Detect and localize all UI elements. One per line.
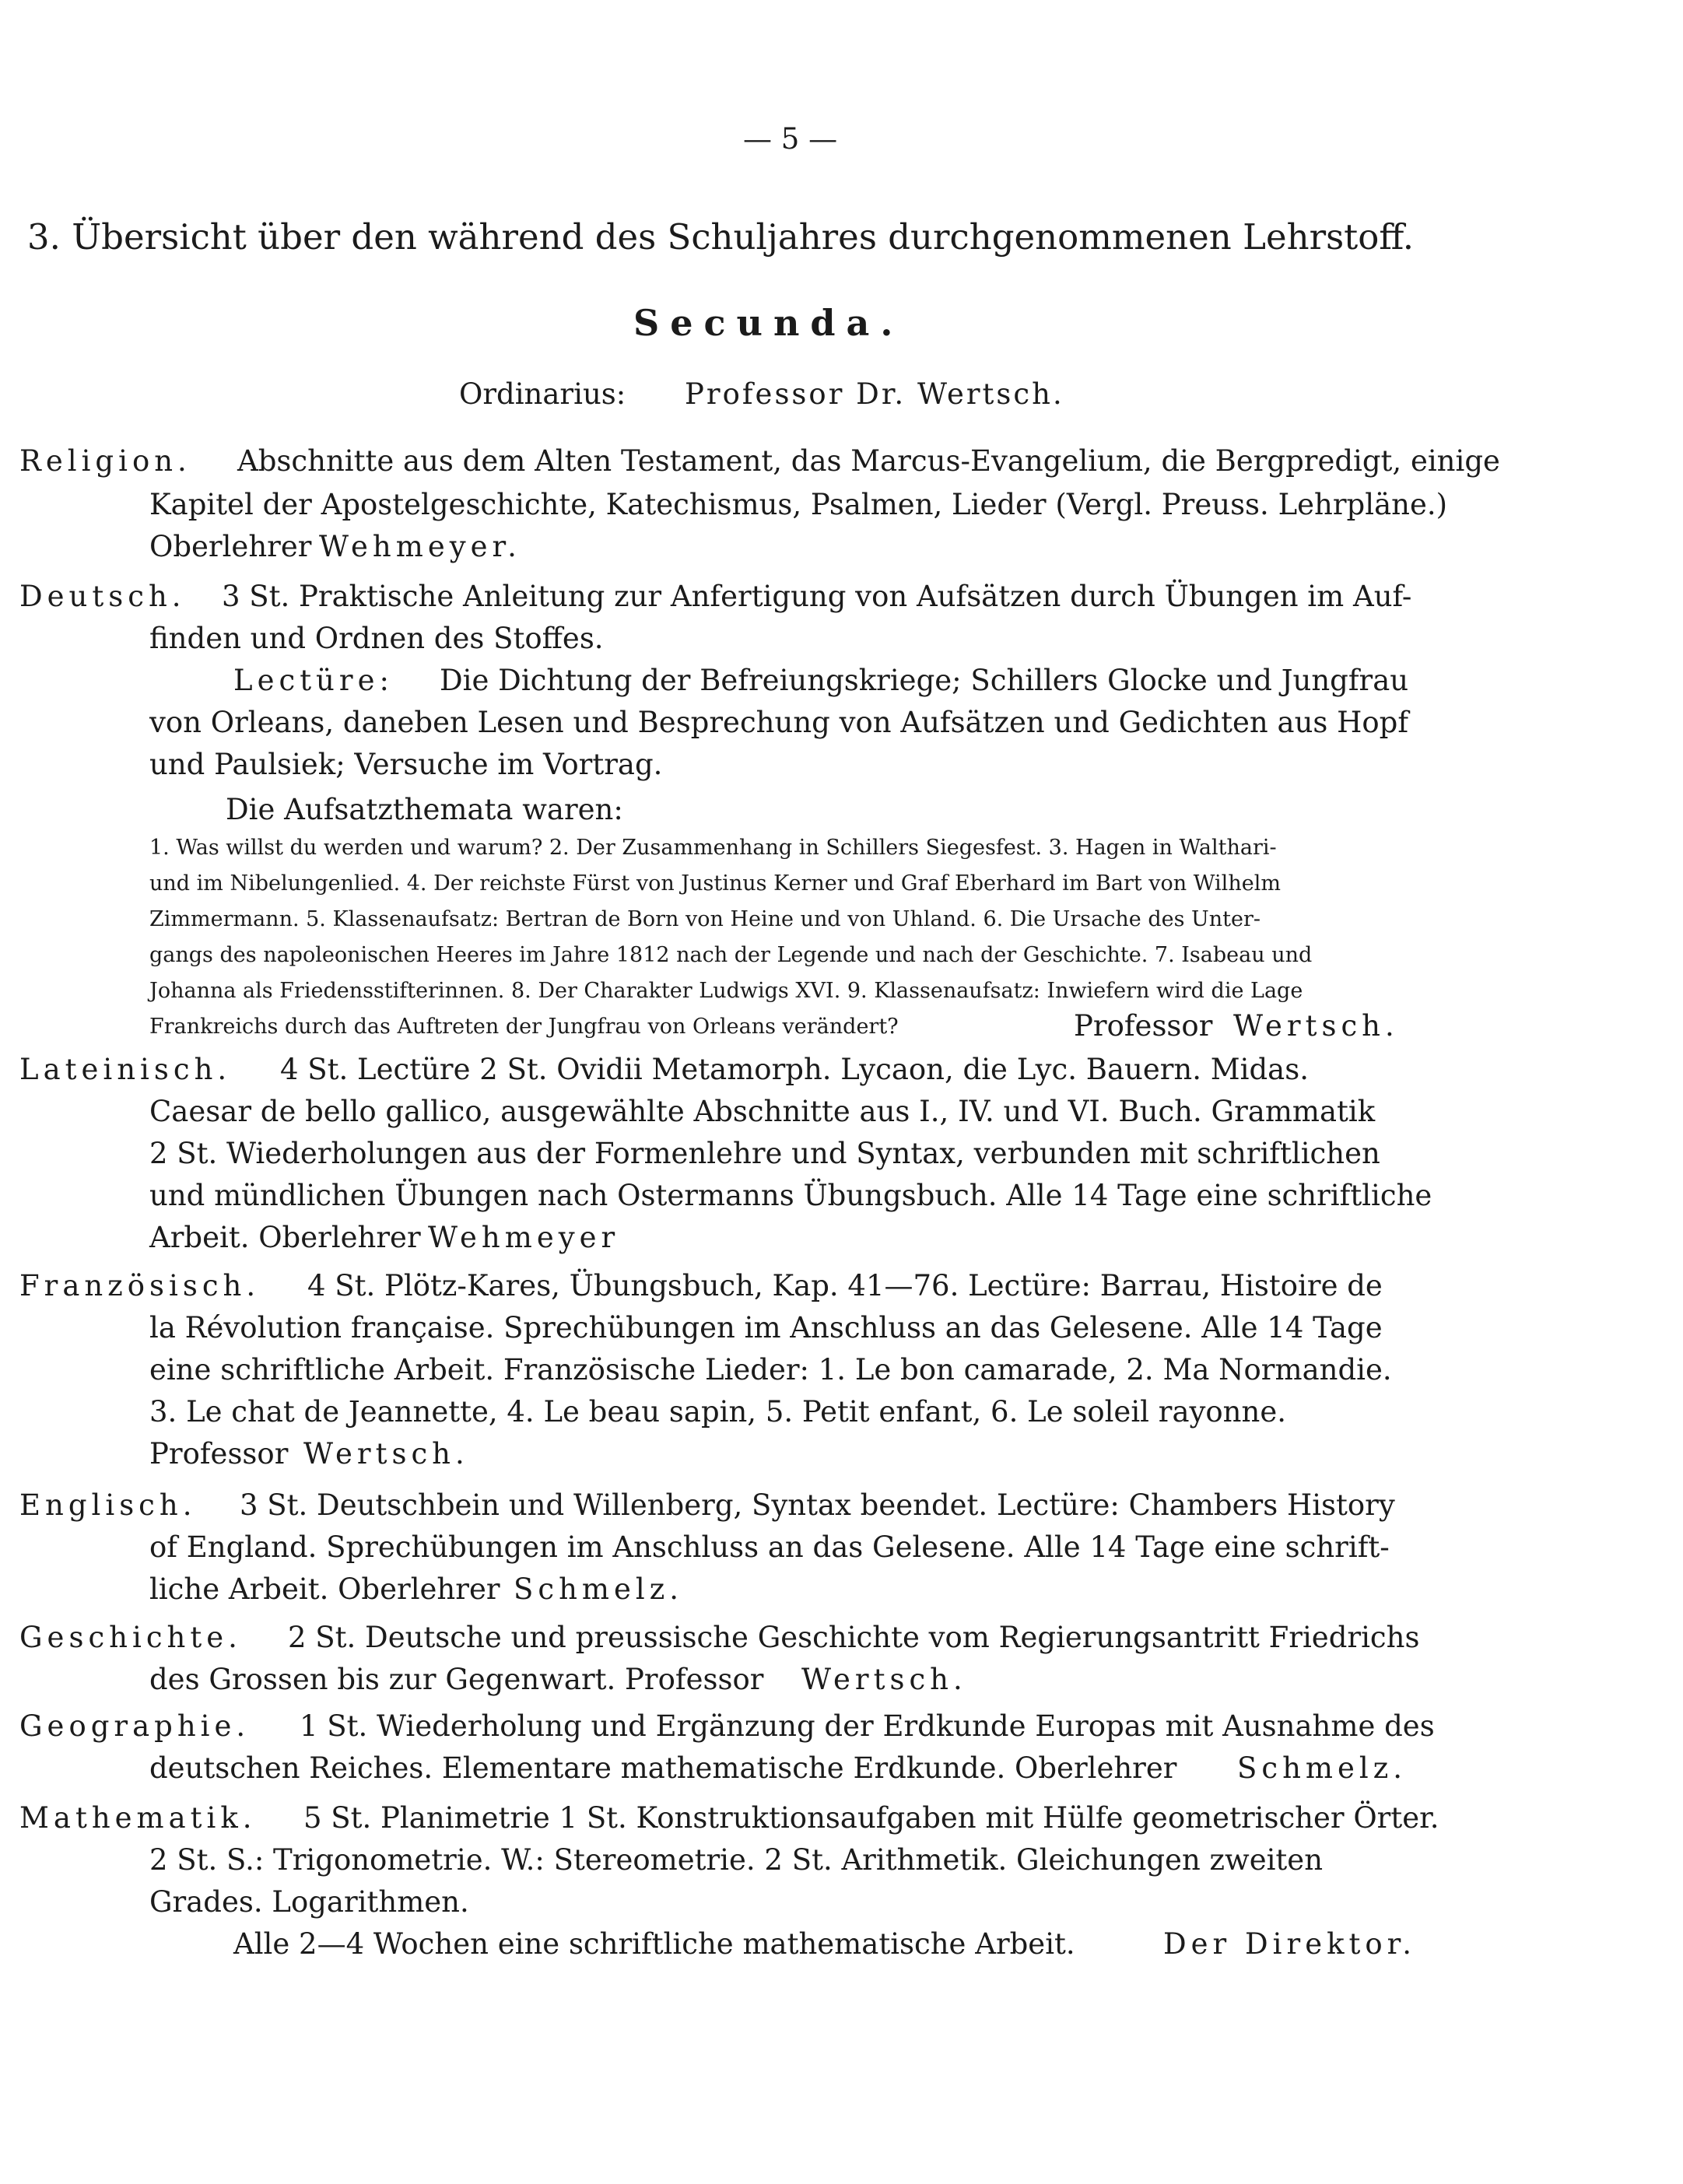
- latein-line: Caesar de bello gallico, ausgewählte Abschnitte aus I., IV. und VI. Buch. Grammatik: [149, 1095, 1376, 1128]
- teacher-name: Wertsch.: [801, 1663, 967, 1696]
- section-heading: 3. Übersicht über den während des Schuljahres durchgenommenen Lehrstoff.: [27, 216, 1415, 258]
- religion-line: Oberlehrer: [149, 530, 312, 563]
- lecture-label: Lectüre:: [233, 664, 394, 697]
- theme-line: Frankreichs durch das Auftreten der Jungfrau von Orleans verändert?: [149, 1015, 899, 1039]
- englisch-line: of England. Sprechübungen im Anschluss an das Gelesene. Alle 14 Tage eine schrift-: [149, 1530, 1390, 1564]
- mathematik-line: Alle 2—4 Wochen eine schriftliche mathematische Arbeit.: [233, 1927, 1075, 1961]
- deutsch-line: 3 St. Praktische Anleitung zur Anfertigung von Aufsätzen durch Übungen im Auf-: [222, 580, 1412, 613]
- religion-line: Kapitel der Apostelgeschichte, Katechismus, Psalmen, Lieder (Vergl. Preuss. Lehrpläne.): [149, 488, 1448, 521]
- geographie-line: 1 St. Wiederholung und Ergänzung der Erdkunde Europas mit Ausnahme des: [300, 1709, 1435, 1743]
- class-title: Secunda.: [633, 302, 904, 344]
- mathematik-line: Grades. Logarithmen.: [149, 1885, 469, 1919]
- deutsch-line: Die Dichtung der Befreiungskriege; Schillers Glocke und Jungfrau: [440, 664, 1409, 697]
- englisch-line: liche Arbeit. Oberlehrer: [149, 1572, 500, 1606]
- ordinarius-name: Professor Dr. Wertsch.: [685, 377, 1064, 411]
- englisch-line: 3 St. Deutschbein und Willenberg, Syntax beendet. Lectüre: Chambers History: [240, 1488, 1395, 1522]
- subject-religion: Religion.: [19, 444, 191, 478]
- teacher-name: Wertsch.: [303, 1437, 469, 1471]
- franz-line: 3. Le chat de Jeannette, 4. Le beau sapin, 5. Petit enfant, 6. Le soleil rayonne.: [149, 1395, 1286, 1429]
- franz-line: Professor: [149, 1437, 289, 1471]
- franz-line: la Révolution française. Sprechübungen im Anschluss an das Gelesene. Alle 14 Tage: [149, 1311, 1383, 1344]
- theme-line: gangs des napoleonischen Heeres im Jahre 1812 nach der Legende und nach der Geschichte. 7. Isabeau und: [149, 943, 1313, 967]
- teacher-prefix: Professor: [1074, 1009, 1213, 1043]
- geographie-line: deutschen Reiches. Elementare mathematische Erdkunde. Oberlehrer: [149, 1751, 1177, 1785]
- deutsch-line: finden und Ordnen des Stoffes.: [149, 622, 604, 655]
- subject-franz: Französisch.: [19, 1269, 261, 1302]
- latein-line: und mündlichen Übungen nach Ostermanns Übungsbuch. Alle 14 Tage eine schriftliche: [149, 1179, 1432, 1212]
- teacher-name: Schmelz.: [514, 1572, 683, 1606]
- geschichte-line: des Grossen bis zur Gegenwart. Professor: [149, 1663, 764, 1696]
- teacher-name: Schmelz.: [1237, 1751, 1407, 1785]
- mathematik-line: 5 St. Planimetrie 1 St. Konstruktionsaufgaben mit Hülfe geometrischer Örter.: [303, 1801, 1439, 1835]
- subject-geschichte: Geschichte.: [19, 1621, 242, 1654]
- subject-englisch: Englisch.: [19, 1488, 197, 1522]
- franz-line: 4 St. Plötz-Kares, Übungsbuch, Kap. 41—76. Lectüre: Barrau, Histoire de: [307, 1269, 1383, 1302]
- mathematik-line: 2 St. S.: Trigonometrie. W.: Stereometrie. 2 St. Arithmetik. Gleichungen zweiten: [149, 1843, 1324, 1877]
- teacher-name: Wehmeyer.: [319, 530, 521, 563]
- theme-line: Johanna als Friedensstifterinnen. 8. Der Charakter Ludwigs XVI. 9. Klassenaufsatz: Inwiefern wird die Lage: [149, 979, 1303, 1003]
- teacher-name: Wehmeyer: [428, 1221, 620, 1254]
- deutsch-line: von Orleans, daneben Lesen und Besprechung von Aufsätzen und Gedichten aus Hopf: [149, 706, 1409, 739]
- subject-deutsch: Deutsch.: [19, 580, 186, 613]
- teacher-name: Der Direktor.: [1163, 1927, 1417, 1961]
- theme-line: Zimmermann. 5. Klassenaufsatz: Bertran de Born von Heine und von Uhland. 6. Die Ursache des Unter-: [149, 907, 1261, 931]
- subject-geographie: Geographie.: [19, 1709, 251, 1743]
- ordinarius-label: Ordinarius:: [459, 377, 626, 411]
- deutsch-line: und Paulsiek; Versuche im Vortrag.: [149, 748, 663, 781]
- latein-line: 2 St. Wiederholungen aus der Formenlehre und Syntax, verbunden mit schriftlichen: [149, 1137, 1380, 1170]
- subject-mathematik: Mathematik.: [19, 1801, 257, 1835]
- latein-line: 4 St. Lectüre 2 St. Ovidii Metamorph. Lycaon, die Lyc. Bauern. Midas.: [280, 1053, 1309, 1086]
- page-number: — 5 —: [743, 122, 838, 156]
- subject-latein: Lateinisch.: [19, 1053, 232, 1086]
- theme-line: und im Nibelungenlied. 4. Der reichste Fürst von Justinus Kerner und Graf Eberhard im Bart von Wilhelm: [149, 871, 1281, 896]
- theme-line: 1. Was willst du werden und warum? 2. Der Zusammenhang in Schillers Siegesfest. 3. Hagen in Walthari-: [149, 836, 1277, 860]
- latein-line: Arbeit. Oberlehrer: [149, 1221, 421, 1254]
- geschichte-line: 2 St. Deutsche und preussische Geschichte vom Regierungsantritt Friedrichs: [288, 1621, 1420, 1654]
- teacher-name: Wertsch.: [1233, 1009, 1399, 1043]
- religion-line: Abschnitte aus dem Alten Testament, das Marcus-Evangelium, die Bergpredigt, einige: [237, 444, 1500, 478]
- themes-intro: Die Aufsatzthemata waren:: [226, 793, 623, 826]
- franz-line: eine schriftliche Arbeit. Französische Lieder: 1. Le bon camarade, 2. Ma Normandie.: [149, 1353, 1392, 1386]
